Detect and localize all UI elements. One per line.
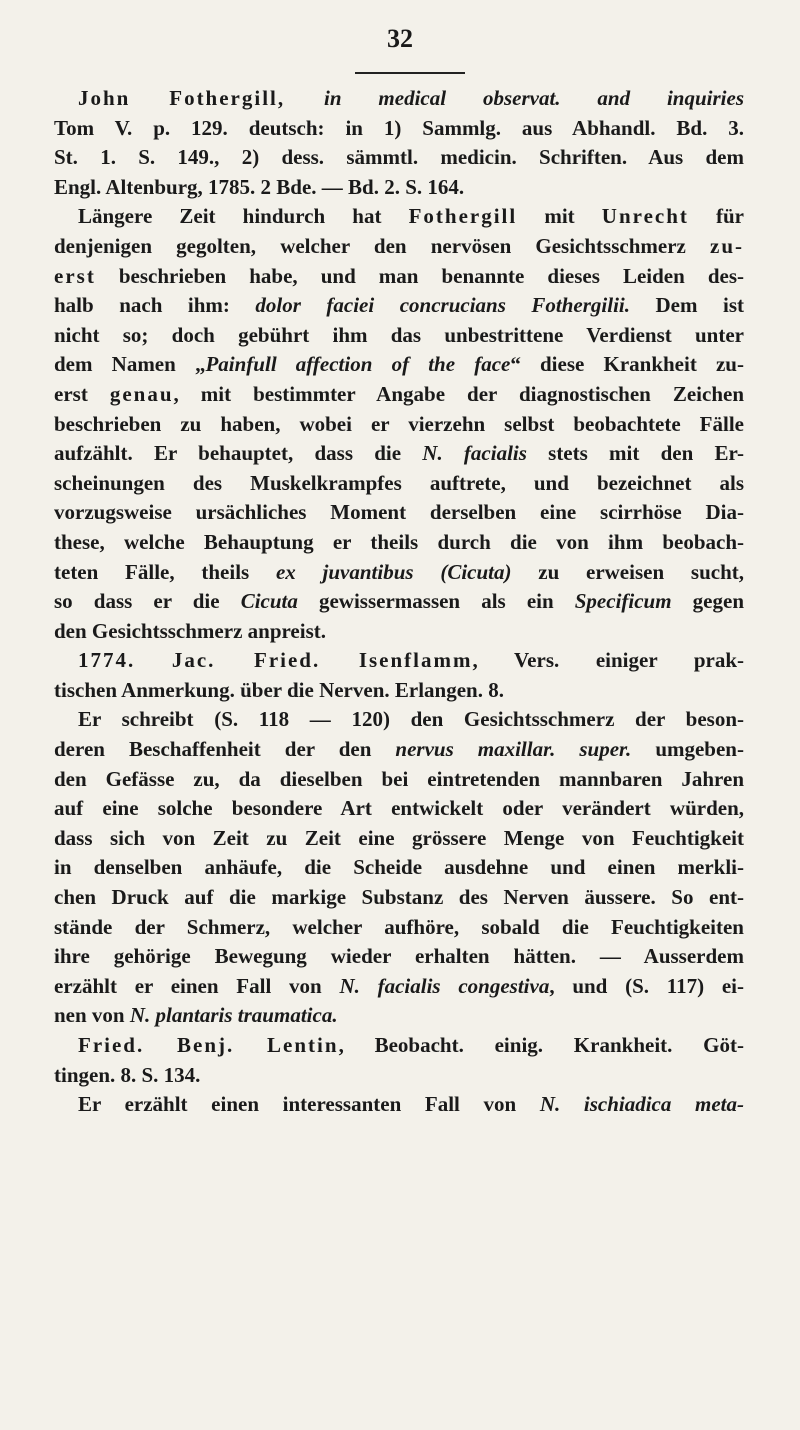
text-run: erst [54,381,110,406]
text-run: John Fothergill, [78,86,325,110]
text-line [54,824,744,854]
text-line [54,469,744,499]
text-line [54,853,744,883]
page-number: 32 [387,24,413,53]
text-line [54,202,744,232]
text-run: N. facialis congestiva [339,973,550,998]
text-run: Specificum [574,589,672,614]
text-run: ihre gehörige Bewegung wieder erhalten hätten. — Ausserdem [54,944,744,969]
text-line [54,350,744,380]
text-run: Painfull affection of the face [205,352,511,377]
text-run: stets mit den Er- [526,441,745,466]
text-run: N. ischiadica meta- [539,1092,744,1117]
text-run: nervus maxillar. super. [395,737,632,762]
text-line [54,1031,744,1061]
text-run: nicht so; doch gebührt ihm das unbestrittene Verdienst unter [54,322,744,347]
text-run: scheinungen des Muskelkrampfes auftrete, und bezeichnet als [54,470,744,495]
text-run: denjenigen gegolten, welcher den nervösen Gesichtsschmerz [54,233,710,258]
body-text [54,84,744,1120]
text-run: “ diese Krankheit zu- [510,352,744,377]
text-line [54,528,744,558]
text-run: chen Druck auf die markige Substanz des Nerven äussere. So ent- [54,885,744,910]
text-line [54,114,744,144]
text-line [54,498,744,528]
text-run: Cicuta [240,589,298,614]
text-line [54,410,744,440]
text-run: , Vers. einiger prak- [472,648,745,673]
text-run: Engl. Altenburg, 1785. 2 Bde. — Bd. 2. S. 164. [54,174,465,199]
text-run: den Gesichtsschmerz anpreist. [54,618,327,643]
text-run: these, welche Behauptung er theils durch die von ihm beobach- [54,529,744,554]
text-line [54,913,744,943]
text-run: 1774. [78,648,136,673]
text-run: Fried. Benj. Lentin [78,1033,339,1057]
text-run: St. 1. S. 149., 2) dess. sämmtl. medicin. Schriften. Aus dem [54,145,744,170]
text-line [54,84,744,114]
text-run: tischen Anmerkung. über die Nerven. Erlangen. 8. [54,677,504,702]
text-run: dem Namen „ [54,352,206,377]
text-line [54,794,744,824]
text-run: dolor faciei concrucians Fothergilii. [255,293,630,318]
text-line [54,646,744,676]
text-line [54,321,744,351]
text-run: deren Beschaffenheit der den [54,737,396,762]
text-line [54,587,744,617]
page-number-rule [355,72,465,74]
text-run: Tom V. p. 129. deutsch: in 1) Sammlg. aus Abhandl. Bd. 3. [54,115,744,140]
text-run: gewissermassen als ein [297,589,575,614]
text-run: auf eine solche besondere Art entwickelt oder verändert würden, [54,796,744,821]
text-line [54,705,744,735]
text-run: in medical observat. and inquiries [324,86,744,110]
text-run: Dem ist [630,293,744,318]
text-line [54,232,744,262]
text-line [54,942,744,972]
text-line [54,143,744,173]
text-run: N. plantaris traumatica. [129,1003,338,1028]
text-run: Unrecht [601,204,689,229]
text-line [54,558,744,588]
text-run: N. facialis [422,441,527,466]
text-run: ex juvantibus (Cicuta) [275,559,512,584]
text-run: , mit bestimmter Angabe der diagnostischen Zeichen [173,381,744,406]
text-run: dass sich von Zeit zu Zeit eine grössere Menge von Feuchtigkeit [54,825,744,850]
text-run: für [688,204,744,229]
text-run: tingen. 8. S. 134. [54,1062,201,1087]
text-line [54,735,744,765]
text-run: umgeben- [631,737,744,762]
text-line [54,291,744,321]
text-run: beschrieben zu haben, wobei er vierzehn selbst beobachtete Fälle [54,411,744,436]
text-run: so dass er die [54,589,241,614]
text-run: stände der Schmerz, welcher aufhöre, sobald die Feuchtigkeiten [54,914,744,939]
text-run: teten Fälle, theils [54,559,276,584]
text-line [54,972,744,1002]
text-run: genau [109,381,174,406]
text-line [54,262,744,292]
text-line [54,1061,744,1091]
text-run: Er erzählt einen interessanten Fall von [78,1092,540,1117]
text-run: in denselben anhäufe, die Scheide ausdehne und einen merkli- [54,855,744,880]
text-run: beschrieben habe, und man benannte dieses Leiden des- [95,263,744,288]
text-run: mit [517,204,602,229]
text-run: aufzählt. Er behauptet, dass die [54,441,423,466]
text-run: den Gefässe zu, da dieselben bei eintretenden mannbaren Jahren [54,766,744,791]
text-run: Jac. Fried. Isenflamm [171,648,473,673]
text-run: gegen [671,589,744,614]
text-run: , Beobacht. einig. Krankheit. Göt- [338,1033,744,1057]
text-run: vorzugsweise ursächliches Moment derselben eine scirrhöse Dia- [54,500,744,525]
text-line [54,1090,744,1120]
text-line [54,1001,744,1031]
text-run: Längere Zeit hindurch hat [78,204,409,229]
text-run: nen von [54,1003,130,1028]
text-line [54,380,744,410]
text-line [54,173,744,203]
text-run: halb nach ihm: [54,293,256,318]
text-run: zu- [710,233,744,258]
text-line [54,765,744,795]
text-run: Fothergill [408,204,518,229]
text-line [54,883,744,913]
text-run: zu erweisen sucht, [511,559,744,584]
text-run: Er schreibt (S. 118 — 120) den Gesichtsschmerz der beson- [78,707,744,732]
text-line [54,439,744,469]
text-run: , und (S. 117) ei- [549,973,744,998]
text-run [135,648,172,672]
text-run: erst [54,263,96,288]
text-run: erzählt er einen Fall von [54,973,340,998]
text-line [54,617,744,647]
text-line [54,676,744,706]
